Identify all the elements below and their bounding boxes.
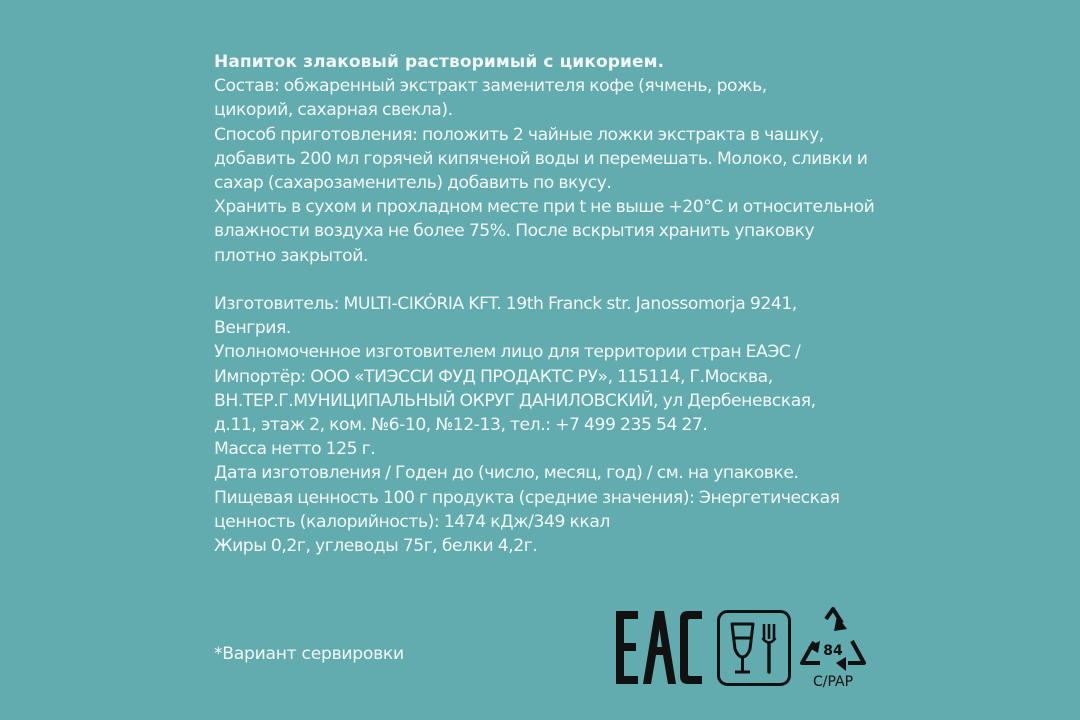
serving-suggestion-note: *Вариант сервировки <box>214 644 404 664</box>
recycling-code: 84 <box>823 643 843 659</box>
preparation-line: сахар (сахарозаменитель) добавить по вкусу. <box>214 173 612 194</box>
production-dates: Дата изготовления / Годен до (число, месяц, год) / см. на упаковке. <box>214 463 799 484</box>
nutrition-line: Пищевая ценность 100 г продукта (средние значения): Энергетическая <box>214 487 840 508</box>
certification-marks <box>612 603 872 693</box>
nutrition-line: ценность (калорийность): 1474 кДж/349 ккал <box>214 511 610 532</box>
net-weight: Масса нетто 125 г. <box>214 439 376 460</box>
manufacturer-line: Изготовитель: MULTI-CIKÓRIA KFT. 19th Franck str. Janossomorja 9241, <box>214 294 797 315</box>
preparation-line: Способ приготовления: положить 2 чайные ложки экстракта в чашку, <box>214 124 824 145</box>
storage-line: Хранить в сухом и прохладном месте при t не выше +20°C и относительной <box>214 197 875 218</box>
product-label-text <box>214 50 894 558</box>
composition-line: Состав: обжаренный экстракт заменителя кофе (ячмень, рожь, <box>214 76 767 97</box>
recycling-material: C/PAP <box>812 674 854 690</box>
storage-line: влажности воздуха не более 75%. После вскрытия хранить упаковку <box>214 221 815 242</box>
paragraph-gap <box>214 268 894 292</box>
composition-line: цикорий, сахарная свекла). <box>214 100 453 121</box>
nutrition-line: Жиры 0,2г, углеводы 75г, белки 4,2г. <box>214 536 538 557</box>
recycle-triangle-icon <box>798 605 868 673</box>
glass-fork-icon <box>716 609 792 687</box>
importer-line: ВН.ТЕР.Г.МУНИЦИПАЛЬНЫЙ ОКРУГ ДАНИЛОВСКИЙ, ул Дербеневская, <box>214 390 816 411</box>
eac-mark-icon <box>612 607 704 688</box>
importer-line: Импортёр: ООО «ТИЭССИ ФУД ПРОДАКТС РУ», 115114, Г.Москва, <box>214 366 773 387</box>
storage-line: плотно закрытой. <box>214 245 368 266</box>
importer-line: Уполномоченное изготовителем лицо для территории стран ЕАЭС / <box>214 342 801 363</box>
importer-line: д.11, этаж 2, ком. №6-10, №12-13, тел.: +7 499 235 54 27. <box>214 415 708 436</box>
preparation-line: добавить 200 мл горячей кипяченой воды и перемешать. Молоко, сливки и <box>214 148 868 169</box>
manufacturer-line: Венгрия. <box>214 318 291 339</box>
recycling-symbol <box>798 605 868 693</box>
product-title: Напиток злаковый растворимый с цикорием. <box>214 52 665 72</box>
